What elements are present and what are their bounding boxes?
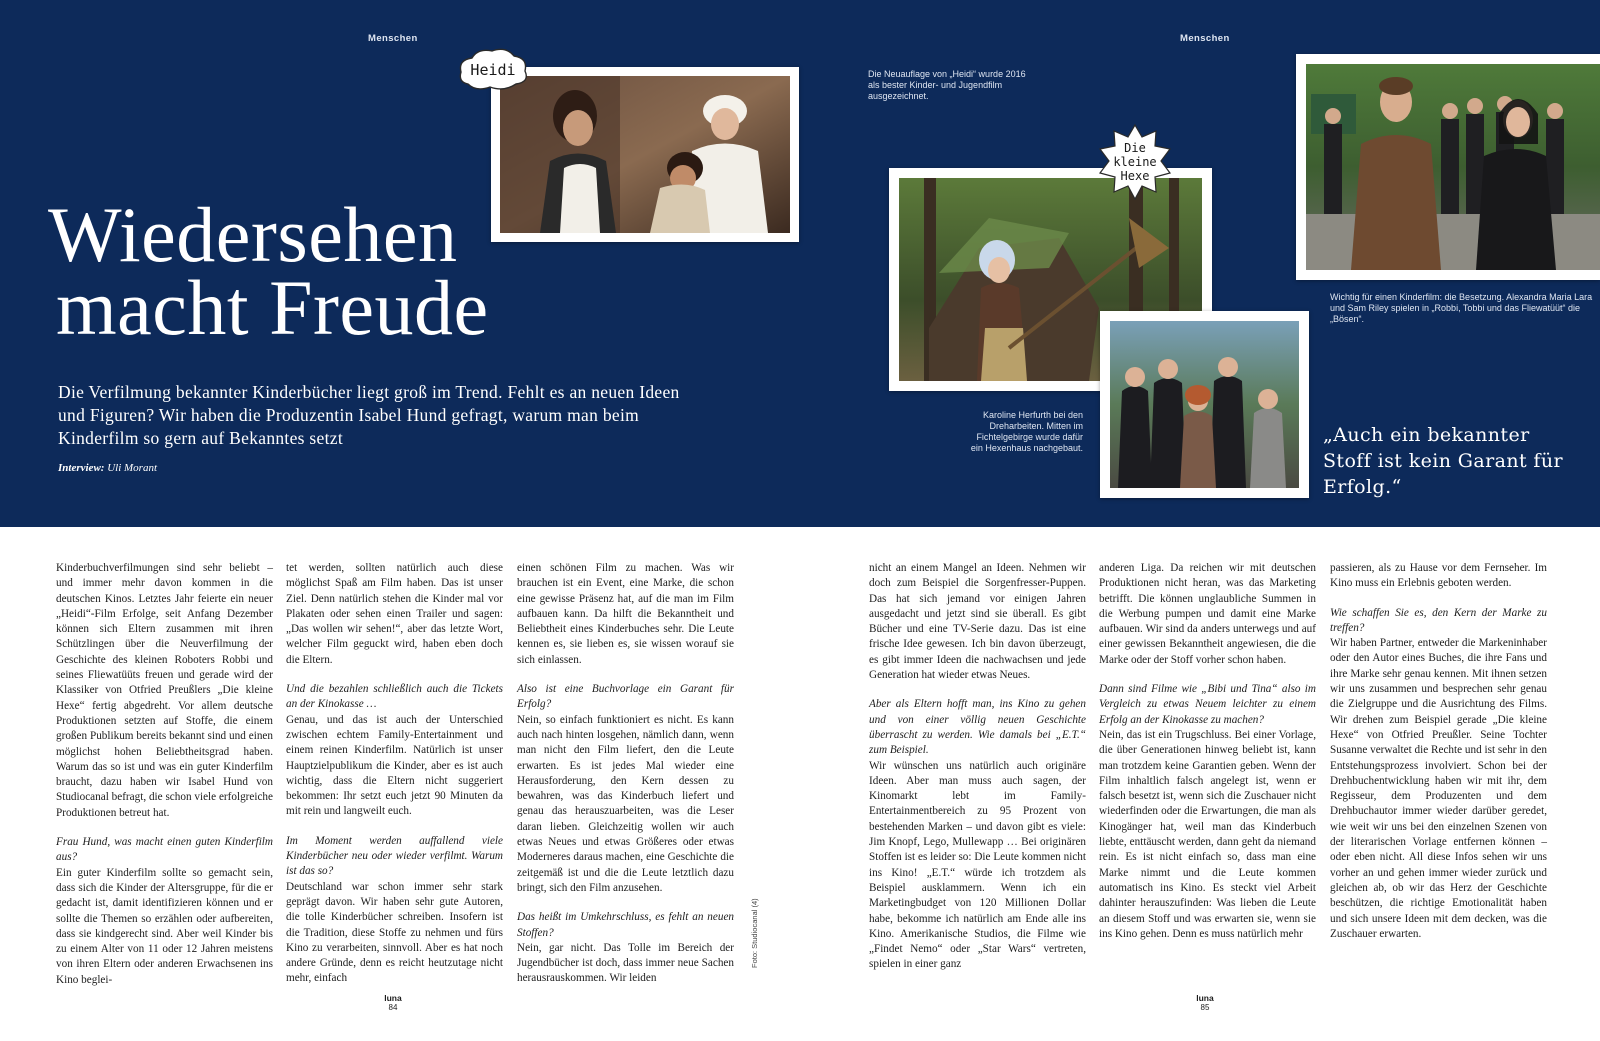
page-folio-left	[373, 993, 413, 1012]
interview-question: Wie schaffen Sie es, den Kern der Marke zu treffen?	[1330, 606, 1547, 634]
body-column-3	[517, 561, 734, 987]
paragraph: Wir haben Partner, entweder die Markeninhaber oder den Autor eines Buches, die ihre Fans und ihre Marke sehr genau kennen. Mit ihnen setzen wir uns zusammen und besprechen sehr genau die Zielgruppe und die Ausrichtung des Films. Wir drehen zum Beispiel gerade „Die kleine Hexe“ von Otfried Preußler. Seine Tochter Susanne verwaltet die Rechte und ist sehr in den Entstehungsprozess involviert. Schon bei der Drehbuchentwicklung haben wir mit ihr, dem Regisseur, dem Produzenten und dem Drehbuchautor immer wieder darüber geredet, wie weit wir uns bei den einzelnen Szenen von der literarischen Vorlage entfernen können – oder eben nicht. All diese Infos sehen wir uns vorher an und gehen immer wieder zurück und gleichen ab, ob wir das Herz der Geschichte beschützen, die richtige Emotionalität haben und sich unsere Ideen mit dem decken, was die Zuschauer erwarten.	[1330, 637, 1547, 940]
body-column-1	[56, 561, 273, 988]
paragraph: nicht an einem Mangel an Ideen. Nehmen wir doch zum Beispiel die Sorgenfresser-Puppen. Das hat sich jemand vor einigen Jahren ausgedacht und jetzt sind sie überall. Es gibt Bücher und eine TV-Serie dazu. Das ist eine frische Idee gewesen. Ich bin davon überzeugt, es gibt immer Ideen die nachwachsen und jede Generation hat wieder etwas Neues.	[869, 562, 1086, 682]
sticker-heidi	[456, 46, 530, 94]
caption-hexe: Karoline Herfurth bei den Dreharbeiten. Mitten im Fichtelgebirge wurde dafür ein Hexenhaus nachgebaut.	[970, 410, 1083, 453]
paragraph: passieren, als zu Hause vor dem Fernseher. Im Kino muss ein Erlebnis geboten werden.	[1330, 562, 1547, 590]
interview-question: Also ist eine Buchvorlage ein Garant für Erfolg?	[517, 683, 734, 711]
paragraph: einen schönen Film zu machen. Was wir brauchen ist ein Event, eine Marke, die schon eine gewisse Präsenz hat, auf die man im Film aufbauen kann. Da hilft die Bekanntheit und Beliebtheit eines Kinderbuches sehr. Die Leute kennen es, sie lieben es, sie wissen worauf sie sich einlassen.	[517, 562, 734, 666]
paragraph: Wir wünschen uns natürlich auch originäre Ideen. Aber man muss auch sagen, der Kinomarkt lebt im Family-Entertainmentbereich zu 95 Prozent von bestehenden Marken – und davon gibt es viele: Jim Knopf, Lego, Mullewapp … Bei originären Stoffen ist es leider so: Die Leute kommen nicht ins Kino! „E.T.“ würde ich trotzdem als Beispiel ausklammern. Wenn ich ein Marketingbudget von 120 Millionen Dollar habe, bekomme ich natürlich am Ende alle ins Kino. Amerikanische Studios, die Filme wie „Findet Nemo“ oder „Star Wars“ vertreten, spielen in einer ganz	[869, 759, 1086, 971]
photo-crew	[1100, 311, 1309, 498]
paragraph: Nein, das ist ein Trugschluss. Bei einer Vorlage, die über Generationen hinweg beliebt ist, kann man trotzdem keine Garantien geben. Wenn der Film inhaltlich falsch angelegt ist, wenn er falsch besetzt ist, wenn sich die Zuschauer nicht wiederfinden oder die Erwartungen, die man als Kinogänger hat, weil man das Kinderbuch liebte, enttäuscht werden, dann geht da niemand rein. Es ist nicht einfach so, dass man eine Marke nimmt und die Leute kommen automatisch ins Kino. Es steckt viel Arbeit dahinter herauszufinden: Was lieben die Leute an diesem Stoff und was erwarten sie, wenn sie ins Kino gehen. Denn es muss natürlich mehr	[1099, 728, 1316, 940]
photo-heidi	[491, 67, 799, 242]
article-title	[48, 191, 489, 351]
caption-heidi: Die Neuauflage von „Heidi“ wurde 2016 als bester Kinder- und Jugendfilm ausgezeichnet.	[868, 69, 1026, 101]
photo-robbi-tobbi-image	[1306, 64, 1600, 270]
photo-crew-image	[1110, 321, 1299, 488]
magazine-name: luna	[384, 993, 402, 1003]
byline-name: Uli Morant	[107, 462, 158, 474]
photo-heidi-image	[500, 76, 790, 233]
page-folio-right	[1185, 993, 1225, 1012]
paragraph: Genau, und das ist auch der Unterschied zwischen echtem Family-Entertainment und einem reinen Kinderfilm. Natürlich ist unser Hauptzielpublikum die Kinder, aber es ist auch wichtig, dass die Eltern nicht suggeriert bekommen: Ihr setzt euch jetzt 90 Minuten da mit rein und langweilt euch.	[286, 713, 503, 818]
article-lead: Die Verfilmung bekannter Kinderbücher liegt groß im Trend. Fehlt es an neuen Ideen und Figuren? Wir haben die Produzentin Isabel Hund gefragt, warum man beim Kinderfilm so gern auf Bekanntes setzt	[58, 382, 680, 448]
body-column-2	[286, 561, 503, 987]
paragraph: Ein guter Kinderfilm sollte so gemacht sein, dass sich die Kinder der Altersgruppe, für die er gedacht ist, damit identifizieren können und er sollte die Themen so erzählen oder aufbereiten, dass sie kindgerecht sind. Aber weil Kinder bis zu einem Alter von 11 oder 12 Jahren meistens von ihren Eltern oder anderen Erwachsenen ins Kino beglei-	[56, 866, 273, 986]
page-number: 84	[388, 1003, 398, 1012]
photo-robbi-tobbi	[1296, 54, 1600, 280]
photo-credit: Foto: Studiocanal (4)	[750, 898, 759, 968]
section-label-right: Menschen	[1180, 33, 1230, 44]
paragraph: Nein, gar nicht. Das Tolle im Bereich der Jugendbücher ist doch, dass immer neue Sachen herausrauskommen. Wir leiden	[517, 941, 734, 985]
pull-quote: „Auch ein bekannter Stoff ist kein Garant für Erfolg.“	[1323, 424, 1563, 498]
body-column-6	[1330, 561, 1547, 942]
paragraph: anderen Liga. Da reichen wir mit deutschen Produktionen nicht heran, was das Marketing betrifft. Die können unglaubliche Summen in die Werbung pumpen und damit eine Marke aufbauen. Wir sind da anders unterwegs und auf einer gewissen Bekanntheit angewiesen, die die Marke oder der Stoff vorher schon haben.	[1099, 562, 1316, 666]
page-number: 85	[1200, 1003, 1210, 1012]
interview-question: Dann sind Filme wie „Bibi und Tina“ also im Vergleich zu etwas Neuem leichter zu einem Erfolg an der Kinokasse zu machen?	[1099, 683, 1316, 726]
interview-question: Frau Hund, was macht einen guten Kinderfilm aus?	[56, 836, 273, 864]
magazine-name: luna	[1196, 993, 1214, 1003]
paragraph: Deutschland war schon immer sehr stark geprägt davon. Wir haben sehr gute Autoren, die tolle Kinderbücher schreiben. Insofern ist die Tradition, diese Stoffe zu nehmen und fürs Kino zu verarbeiten, sinnvoll. Aber es hat noch andere Gründe, denn es reicht heutzutage nicht mehr, einfach	[286, 880, 503, 985]
paragraph: tet werden, sollten natürlich auch diese möglichst Spaß am Film haben. Das ist unser Ziel. Denn natürlich stehen die Kinder mal vor Plakaten oder sehen einen Trailer und sagen: „Das wollen wir sehen!“, aber das letzte Wort, welcher Film geguckt wird, haben eben doch die Eltern.	[286, 562, 503, 666]
sticker-kleine-hexe-label: Die kleine Hexe	[1113, 141, 1157, 183]
interview-question: Und die bezahlen schließlich auch die Tickets an der Kinokasse …	[286, 683, 503, 711]
interview-question: Das heißt im Umkehrschluss, es fehlt an neuen Stoffen?	[517, 911, 734, 939]
body-column-4	[869, 561, 1086, 973]
byline	[58, 462, 157, 474]
sticker-heidi-label: Heidi	[470, 61, 516, 79]
body-column-5	[1099, 561, 1316, 942]
paragraph: Kinderbuchverfilmungen sind sehr beliebt – und immer mehr davon kommen in die deutschen Kinos. Letztes Jahr feierte ein neuer „Heidi“-Film Erfolge, seit Anfang Dezember können sich Eltern zusammen mit ihren Schützlingen über die Neuverfilmung der Geschichte des kleinen Roboters Robbi und seines Fliewatüüts freuen und gerade wird der Klassiker von Otfried Preußlers „Die kleine Hexe“ fertig abgedreht. Vor allem deutsche Produktionen setzten auf Stoffe, die einem großen Publikum bereits bekannt sind und einen möglichst hohen Beliebtheitsgrad haben. Warum das so ist und was ein guter Kinderfilm braucht, dazu haben wir Isabel Hund von Studiocanal befragt, die schon viele erfolgreiche Produktionen betreut hat.	[56, 562, 273, 819]
title-line-1: Wiedersehen	[48, 191, 458, 278]
title-line-2: macht Freude	[56, 264, 489, 351]
interview-question: Im Moment werden auffallend viele Kinderbücher neu oder wieder verfilmt. Warum ist das so?	[286, 834, 503, 878]
caption-besetzung: Wichtig für einen Kinderfilm: die Besetzung. Alexandra Maria Lara und Sam Riley spielen in „Robbi, Tobbi und das Fliewatüüt“ die „Bösen“.	[1330, 292, 1593, 324]
paragraph: Nein, so einfach funktioniert es nicht. Es kann auch nach hinten losgehen, nämlich dann, wenn man nicht den Film liefert, den die Leute erwarten. Es ist jedes Mal wieder eine Herausforderung, den Kern dessen zu bewahren, was das Kinderbuch liefert und genau das herauszuarbeiten, was die Leser daran lieben. Gleichzeitig wollen wir auch etwas Neues und etwas Größeres oder etwas Moderneres daraus machen, eine Geschichte die zeitgemäß ist und die die Leute letztlich dazu bringt, sich den Film anzusehen.	[517, 713, 734, 894]
section-label-left: Menschen	[368, 33, 418, 44]
interview-question: Aber als Eltern hofft man, ins Kino zu gehen und von einer völlig neuen Geschichte überrascht zu werden. Wie damals bei „E.T.“ zum Beispiel.	[869, 698, 1086, 757]
sticker-kleine-hexe	[1098, 123, 1172, 201]
byline-label: Interview:	[58, 462, 105, 474]
